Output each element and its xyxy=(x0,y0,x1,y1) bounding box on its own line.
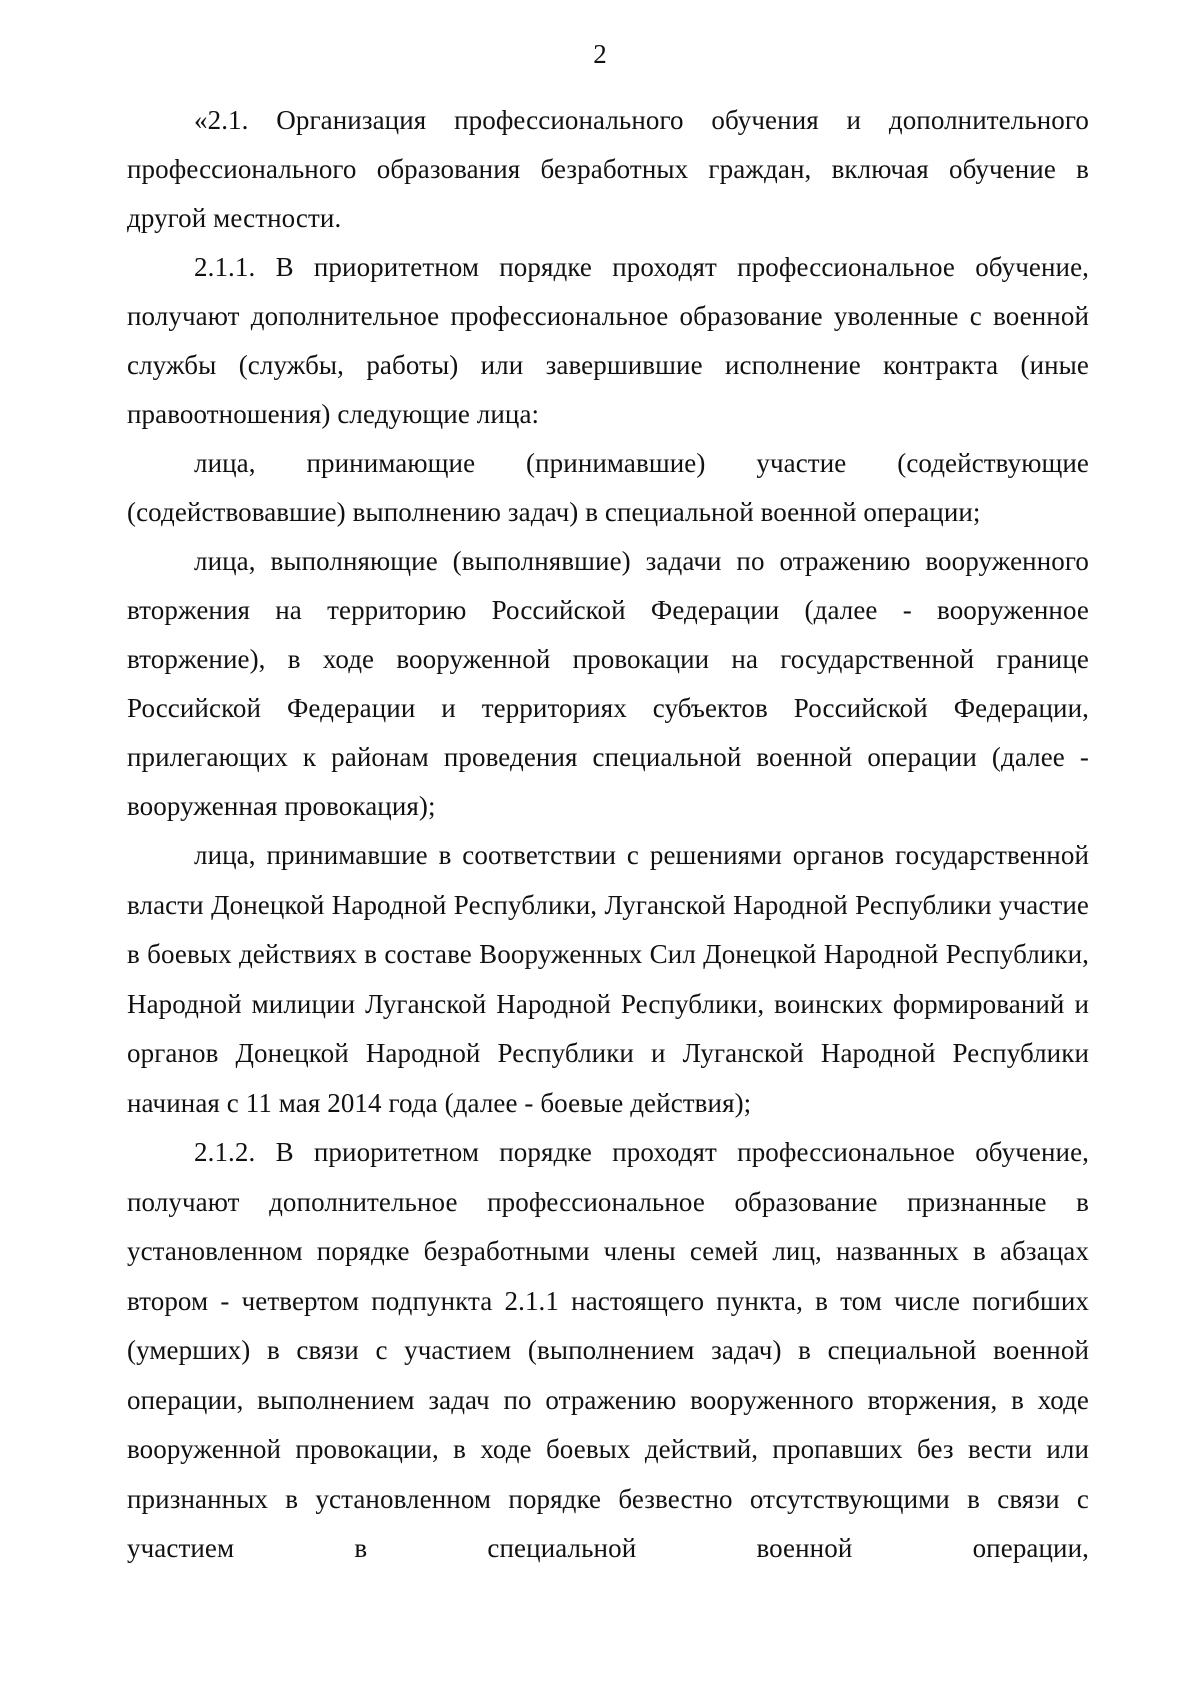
paragraph-armed-invasion: лица, выполняющие (выполнявшие) задачи по отражению вооруженного вторжения на территорию Российской Федерации (далее - вооруженное вторжение), в ходе вооруженной провокации на государственной границе Российской Федерации и территориях субъектов Российской Федерации, прилегающих к районам проведения специальной военной операции (далее - вооруженная провокация); xyxy=(127,546,1089,821)
paragraph-2-1-2: 2.1.2. В приоритетном порядке проходят профессиональное обучение, получают дополнительное профессиональное образование признанные в установленном порядке безработными члены семей лиц, названных в абзацах втором - четвертом подпункта 2.1.1 настоящего пункта, в том числе погибших (умерших) в связи с участием (выполнением задач) в специальной военной операции, выполнением задач по отражению вооруженного вторжения, в ходе вооруженной провокации, в ходе боевых действий, пропавших без вести или признанных в установленном порядке безвестно отсутствующими в связи с участием в специальной военной операции, xyxy=(127,1137,1089,1563)
paragraph-svo-participants: лица, принимающие (принимавшие) участие (содействующие (содействовавшие) выполнению задач) в специальной военной операции; xyxy=(127,448,1089,527)
page-number: 2 xyxy=(593,39,607,69)
paragraph-2-1-1: 2.1.1. В приоритетном порядке проходят профессиональное обучение, получают дополнительное профессиональное образование уволенные с военной службы (службы, работы) или завершившие исполнение контракта (иные правоотношения) следующие лица: xyxy=(127,252,1089,429)
paragraph-2-1: «2.1. Организация профессионального обучения и дополнительного профессионального образования безработных граждан, включая обучение в другой местности. xyxy=(127,105,1089,233)
document-body xyxy=(127,96,1089,1574)
paragraph-combat-actions: лица, принимавшие в соответствии с решениями органов государственной власти Донецкой Народной Республики, Луганской Народной Республики участие в боевых действиях в составе Вооруженных Сил Донецкой Народной Республики, Народной милиции Луганской Народной Республики, воинских формирований и органов Донецкой Народной Республики и Луганской Народной Республики начиная с 11 мая 2014 года (далее - боевые действия); xyxy=(127,840,1089,1118)
